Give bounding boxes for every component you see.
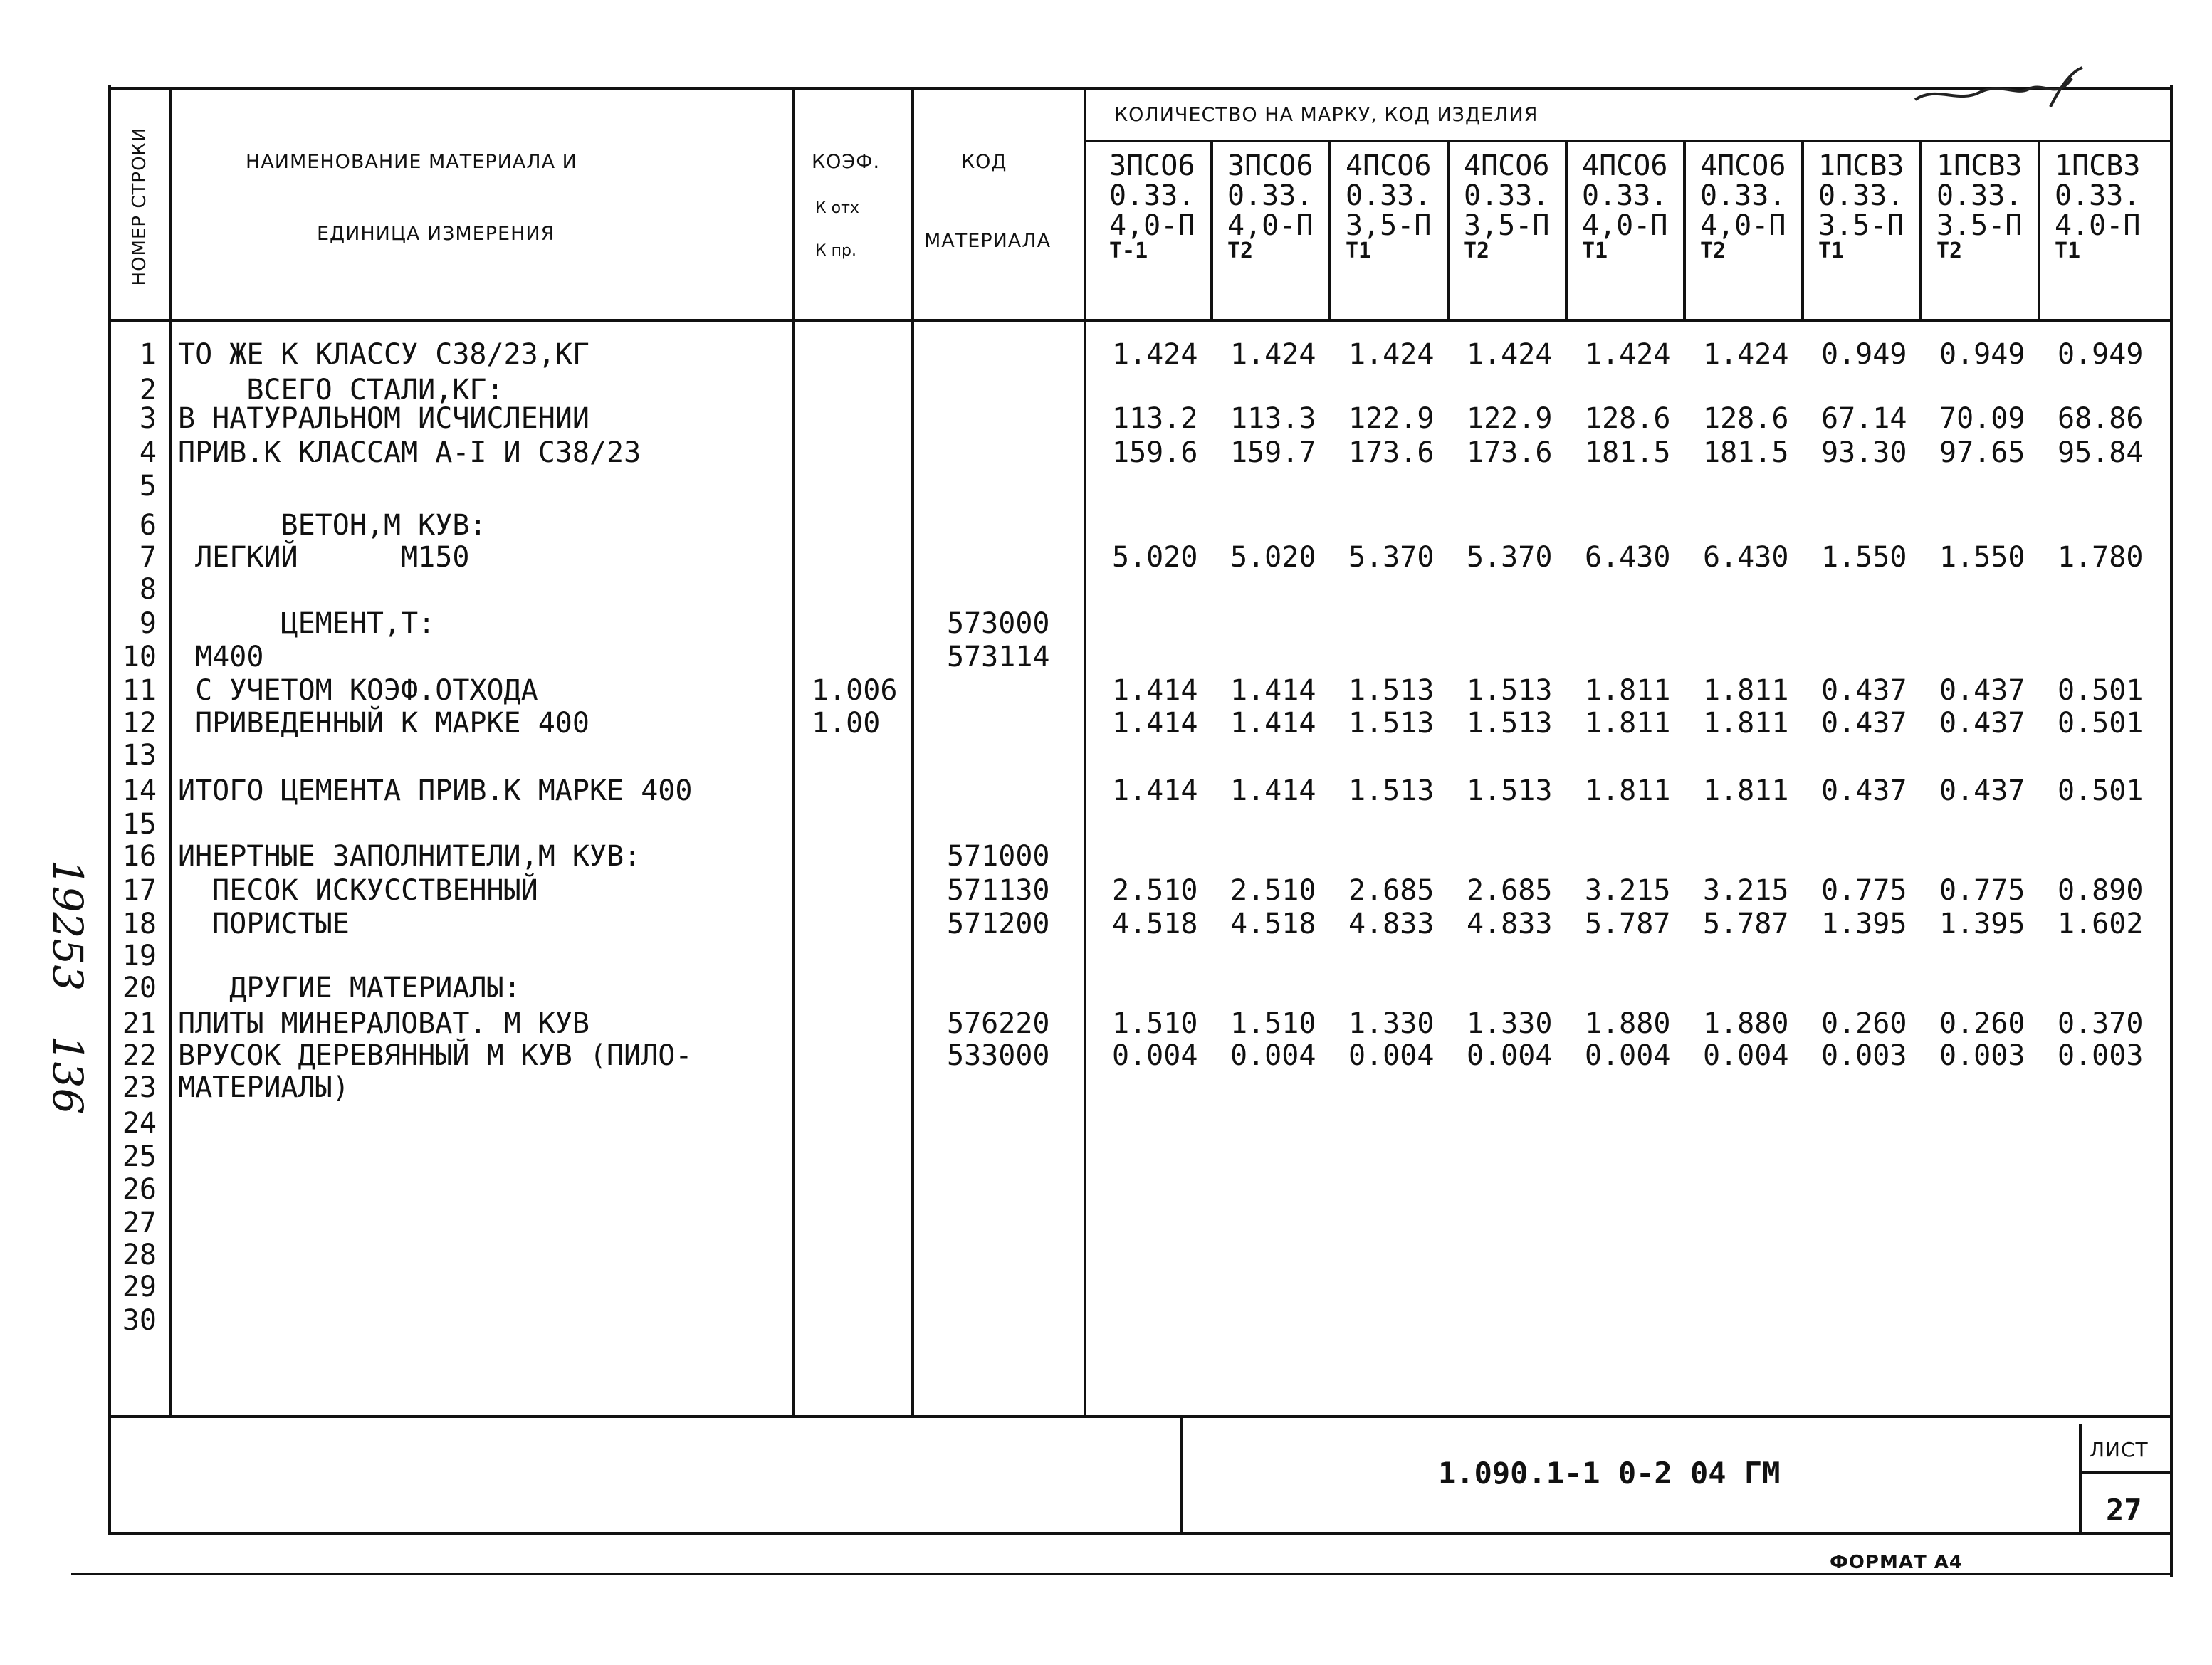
- product-code-line: 0.33.: [1464, 179, 1550, 212]
- table-row: [0, 1239, 2212, 1271]
- table-row: [0, 402, 2212, 435]
- body-bottom-line: [108, 1415, 2173, 1418]
- quantity-value: 181.5: [1585, 436, 1671, 469]
- table-row: [0, 1107, 2212, 1140]
- sheet-number: 27: [2106, 1493, 2142, 1528]
- product-column-divider: [1210, 141, 1213, 319]
- table-row: [0, 607, 2212, 640]
- quantity-value: 1.414: [1112, 674, 1198, 707]
- quantity-value: 1.424: [1703, 338, 1789, 371]
- product-code-line: 0.33.: [1109, 179, 1195, 212]
- quantity-value: 173.6: [1348, 436, 1435, 469]
- material-name: ЛЕГКИЙ М150: [178, 541, 470, 574]
- row-number: 19: [122, 940, 157, 972]
- row-number: 28: [122, 1239, 157, 1271]
- name-header-line1: НАИМЕНОВАНИЕ МАТЕРИАЛА И: [246, 151, 577, 173]
- quantity-value: 1.395: [1821, 908, 1907, 940]
- product-code-line: 0.33.: [1700, 179, 1786, 212]
- quantity-value: 1.602: [2058, 908, 2144, 940]
- table-row: [0, 874, 2212, 907]
- table-row: [0, 573, 2212, 606]
- coef-header-line2: К отх: [815, 199, 859, 217]
- product-code-line: 0.33.: [1346, 179, 1432, 212]
- row-number: 12: [122, 707, 157, 740]
- product-column-header: [1109, 151, 1195, 262]
- document-code: 1.090.1-1 0-2 04 ГМ: [1438, 1456, 1781, 1491]
- quantity-value: 1.811: [1585, 674, 1671, 707]
- material-code: 571130: [947, 874, 1050, 907]
- quantity-value: 4.518: [1230, 908, 1316, 940]
- quantity-value: 6.430: [1703, 541, 1789, 574]
- quantity-value: 1.513: [1348, 674, 1435, 707]
- product-code-line: 4ПСО6: [1582, 149, 1668, 182]
- table-row: [0, 541, 2212, 574]
- material-name: ПРИВ.К КЛАССАМ А-I И С38/23: [178, 436, 641, 469]
- product-code-line: 4ПСО6: [1346, 149, 1432, 182]
- format-label: ФОРМАТ А4: [1830, 1552, 1963, 1573]
- material-code: 571200: [947, 908, 1050, 940]
- row-number: 5: [139, 470, 157, 503]
- product-code-line: 4,0-П: [1700, 209, 1786, 242]
- row-number: 9: [139, 607, 157, 640]
- quantity-value: 2.510: [1112, 874, 1198, 907]
- table-row: [0, 1304, 2212, 1337]
- quantity-value: 1.510: [1112, 1007, 1198, 1040]
- row-number: 17: [122, 874, 157, 907]
- product-code-line: Т-1: [1109, 238, 1148, 263]
- material-code: 573114: [947, 641, 1050, 673]
- product-code-line: Т1: [1582, 238, 1608, 263]
- table-row: [0, 674, 2212, 707]
- quantity-value: 0.004: [1467, 1039, 1553, 1072]
- quantity-value: 0.775: [1939, 874, 2025, 907]
- table-row: [0, 509, 2212, 542]
- row-number: 13: [122, 739, 157, 772]
- row-number: 10: [122, 641, 157, 673]
- quantity-value: 1.513: [1467, 707, 1553, 740]
- quantity-value: 1.811: [1703, 774, 1789, 807]
- table-row: [0, 1271, 2212, 1303]
- material-name: М400: [178, 641, 264, 673]
- product-code-line: 0.33.: [1936, 179, 2023, 212]
- product-code-line: 4ПСО6: [1700, 149, 1786, 182]
- product-code-line: Т1: [1818, 238, 1845, 263]
- quantity-value: 1.330: [1467, 1007, 1553, 1040]
- product-column-divider: [2038, 141, 2040, 319]
- margin-note-page: 136: [43, 1035, 92, 1115]
- quantity-value: 0.004: [1348, 1039, 1435, 1072]
- product-code-line: Т1: [2055, 238, 2081, 263]
- quantity-value: 1.395: [1939, 908, 2025, 940]
- quantity-value: 0.004: [1585, 1039, 1671, 1072]
- quantity-value: 1.414: [1230, 674, 1316, 707]
- material-name: ВРУСОК ДЕРЕВЯННЫЙ М КУВ (ПИЛО-: [178, 1039, 693, 1072]
- table-row: [0, 1071, 2212, 1104]
- table-row: [0, 908, 2212, 940]
- quantity-value: 3.215: [1585, 874, 1671, 907]
- product-code-line: 3,5-П: [1346, 209, 1432, 242]
- coef-header-line1: КОЭФ.: [812, 151, 881, 173]
- table-row: [0, 707, 2212, 740]
- quantity-value: 0.949: [1939, 338, 2025, 371]
- material-name: В НАТУРАЛЬНОМ ИСЧИСЛЕНИИ: [178, 402, 589, 435]
- quantity-value: 1.550: [1821, 541, 1907, 574]
- quantity-value: 0.004: [1703, 1039, 1789, 1072]
- quantity-value: 1.513: [1348, 774, 1435, 807]
- quantity-value: 1.414: [1230, 774, 1316, 807]
- quantity-value: 0.501: [2058, 707, 2144, 740]
- material-name: ВСЕГО СТАЛИ,КГ:: [178, 374, 504, 406]
- quantity-value: 1.414: [1112, 707, 1198, 740]
- product-column-header: [1582, 151, 1667, 262]
- quantity-value: 1.424: [1467, 338, 1553, 371]
- product-code-line: Т2: [1464, 238, 1490, 263]
- table-row: [0, 1207, 2212, 1239]
- row-number: 11: [122, 674, 157, 707]
- quantity-value: 3.215: [1703, 874, 1789, 907]
- quantity-value: 5.020: [1112, 541, 1198, 574]
- quantity-value: 1.513: [1348, 707, 1435, 740]
- product-code-line: 4.0-П: [2055, 209, 2141, 242]
- row-number: 14: [122, 774, 157, 807]
- quantity-value: 5.020: [1230, 541, 1316, 574]
- product-code-line: 3ПСО6: [1227, 149, 1314, 182]
- row-number-header: НОМЕР СТРОКИ: [129, 127, 150, 286]
- row-number: 16: [122, 840, 157, 873]
- frame-bottom: [108, 1532, 2173, 1535]
- material-code: 576220: [947, 1007, 1050, 1040]
- quantity-value: 0.003: [2058, 1039, 2144, 1072]
- title-block-sheet-divider: [2079, 1471, 2171, 1474]
- table-row: [0, 470, 2212, 503]
- code-header-line1: КОД: [961, 151, 1007, 173]
- name-header-line2: ЕДИНИЦА ИЗМЕРЕНИЯ: [317, 223, 555, 245]
- product-column-divider: [1919, 141, 1922, 319]
- quantity-value: 0.890: [2058, 874, 2144, 907]
- material-name: ИТОГО ЦЕМЕНТА ПРИВ.К МАРКЕ 400: [178, 774, 693, 807]
- material-name: ТО ЖЕ К КЛАССУ С38/23,КГ: [178, 338, 589, 371]
- product-column-header: [2055, 151, 2140, 262]
- material-name: ПЛИТЫ МИНЕРАЛОВАТ. М КУВ: [178, 1007, 589, 1040]
- row-number: 7: [139, 541, 157, 574]
- frame-top: [108, 87, 2173, 90]
- quantity-value: 0.004: [1230, 1039, 1316, 1072]
- quantity-value: 122.9: [1348, 402, 1435, 435]
- bottom-rule: [71, 1573, 2171, 1575]
- row-number: 20: [122, 972, 157, 1004]
- quantity-value: 1.424: [1348, 338, 1435, 371]
- quantity-value: 113.2: [1112, 402, 1198, 435]
- product-column-header: [1700, 151, 1786, 262]
- quantity-value: 1.811: [1585, 707, 1671, 740]
- quantity-value: 95.84: [2058, 436, 2144, 469]
- product-column-header: [1227, 151, 1313, 262]
- quantity-value: 1.550: [1939, 541, 2025, 574]
- row-number: 27: [122, 1207, 157, 1239]
- quantity-value: 1.513: [1467, 774, 1553, 807]
- material-code: 573000: [947, 607, 1050, 640]
- product-code-line: 1ПСВ3: [2055, 149, 2141, 182]
- table-row: [0, 940, 2212, 972]
- quantity-value: 0.501: [2058, 674, 2144, 707]
- table-row: [0, 436, 2212, 469]
- coefficient: 1.006: [812, 674, 898, 707]
- row-number: 23: [122, 1071, 157, 1104]
- quantity-value: 1.811: [1703, 707, 1789, 740]
- quantity-value: 122.9: [1467, 402, 1553, 435]
- quantity-value: 0.437: [1939, 707, 2025, 740]
- product-column-divider: [1683, 141, 1686, 319]
- row-number: 2: [139, 374, 157, 406]
- quantity-value: 67.14: [1821, 402, 1907, 435]
- table-row: [0, 1173, 2212, 1206]
- quantity-value: 0.437: [1939, 674, 2025, 707]
- table-row: [0, 641, 2212, 673]
- quantity-value: 5.370: [1467, 541, 1553, 574]
- material-code: 571000: [947, 840, 1050, 873]
- quantity-value: 2.685: [1467, 874, 1553, 907]
- quantity-value: 159.7: [1230, 436, 1316, 469]
- quantity-value: 128.6: [1585, 402, 1671, 435]
- row-number: 4: [139, 436, 157, 469]
- product-column-header: [1464, 151, 1549, 262]
- quantity-value: 1.811: [1703, 674, 1789, 707]
- sheet-label: ЛИСТ: [2090, 1438, 2149, 1461]
- table-row: [0, 972, 2212, 1004]
- header-bottom-line: [108, 319, 2173, 322]
- table-row: [0, 739, 2212, 772]
- quantity-value: 0.501: [2058, 774, 2144, 807]
- product-code-line: Т2: [1700, 238, 1726, 263]
- signature-scribble: [1908, 64, 2093, 121]
- row-number: 3: [139, 402, 157, 435]
- quantity-value: 1.880: [1585, 1007, 1671, 1040]
- material-name: ПОРИСТЫЕ: [178, 908, 350, 940]
- product-code-line: 1ПСВ3: [1936, 149, 2023, 182]
- table-row: [0, 1039, 2212, 1072]
- product-column-header: [1346, 151, 1431, 262]
- row-number: 24: [122, 1107, 157, 1140]
- product-code-line: 0.33.: [1582, 179, 1668, 212]
- material-code: 533000: [947, 1039, 1050, 1072]
- material-name: ВЕТОН,М КУВ:: [178, 509, 487, 542]
- quantity-value: 4.833: [1348, 908, 1435, 940]
- table-row: [0, 1140, 2212, 1173]
- quantity-value: 0.437: [1939, 774, 2025, 807]
- material-name: ПРИВЕДЕННЫЙ К МАРКЕ 400: [178, 707, 589, 740]
- quantity-value: 0.260: [1939, 1007, 2025, 1040]
- title-block-sheet-line: [2079, 1424, 2082, 1533]
- quantity-value: 1.880: [1703, 1007, 1789, 1040]
- product-code-line: 3ПСО6: [1109, 149, 1195, 182]
- quantity-value: 159.6: [1112, 436, 1198, 469]
- table-row: [0, 840, 2212, 873]
- quantity-value: 1.414: [1230, 707, 1316, 740]
- quantity-value: 1.513: [1467, 674, 1553, 707]
- product-column-divider: [1801, 141, 1804, 319]
- product-code-line: Т1: [1346, 238, 1372, 263]
- product-code-line: 3.5-П: [1936, 209, 2023, 242]
- quantity-value: 1.780: [2058, 541, 2144, 574]
- product-code-line: 4,0-П: [1227, 209, 1314, 242]
- product-column-divider: [1447, 141, 1450, 319]
- quantity-value: 0.437: [1821, 674, 1907, 707]
- material-name: ЦЕМЕНТ,Т:: [178, 607, 436, 640]
- quantity-value: 68.86: [2058, 402, 2144, 435]
- quantity-value: 1.811: [1585, 774, 1671, 807]
- product-code-line: 3.5-П: [1818, 209, 1904, 242]
- product-code-line: 4ПСО6: [1464, 149, 1550, 182]
- quantity-value: 128.6: [1703, 402, 1789, 435]
- row-number: 25: [122, 1140, 157, 1173]
- product-code-line: 3,5-П: [1464, 209, 1550, 242]
- quantity-header-divider: [1084, 140, 2173, 142]
- quantity-header: КОЛИЧЕСТВО НА МАРКУ, КОД ИЗДЕЛИЯ: [1114, 104, 1539, 126]
- quantity-value: 0.949: [2058, 338, 2144, 371]
- margin-note-number: 19253: [43, 859, 92, 992]
- row-number: 22: [122, 1039, 157, 1072]
- product-code-line: 4,0-П: [1582, 209, 1668, 242]
- quantity-value: 173.6: [1467, 436, 1553, 469]
- material-name: ПЕСОК ИСКУССТВЕННЫЙ: [178, 874, 538, 907]
- code-header-line2: МАТЕРИАЛА: [924, 230, 1052, 252]
- table-row: [0, 1007, 2212, 1040]
- quantity-value: 5.787: [1703, 908, 1789, 940]
- table-row: [0, 774, 2212, 807]
- coefficient: 1.00: [812, 707, 881, 740]
- material-name: ИНЕРТНЫЕ ЗАПОЛНИТЕЛИ,М КУВ:: [178, 840, 641, 873]
- quantity-value: 1.510: [1230, 1007, 1316, 1040]
- quantity-value: 6.430: [1585, 541, 1671, 574]
- product-column-header: [1818, 151, 1904, 262]
- product-code-line: 0.33.: [2055, 179, 2141, 212]
- product-code-line: 1ПСВ3: [1818, 149, 1904, 182]
- product-column-header: [1936, 151, 2022, 262]
- product-column-divider: [1328, 141, 1331, 319]
- quantity-value: 181.5: [1703, 436, 1789, 469]
- quantity-value: 0.437: [1821, 707, 1907, 740]
- quantity-value: 2.685: [1348, 874, 1435, 907]
- quantity-value: 0.003: [1821, 1039, 1907, 1072]
- material-name: МАТЕРИАЛЫ): [178, 1071, 350, 1104]
- quantity-value: 70.09: [1939, 402, 2025, 435]
- product-code-line: Т2: [1936, 238, 1963, 263]
- quantity-value: 0.004: [1112, 1039, 1198, 1072]
- row-number: 30: [122, 1304, 157, 1337]
- material-name: ДРУГИЕ МАТЕРИАЛЫ:: [178, 972, 521, 1004]
- product-code-line: 0.33.: [1227, 179, 1314, 212]
- quantity-value: 93.30: [1821, 436, 1907, 469]
- quantity-value: 0.370: [2058, 1007, 2144, 1040]
- quantity-value: 97.65: [1939, 436, 2025, 469]
- quantity-value: 0.437: [1821, 774, 1907, 807]
- product-code-line: Т2: [1227, 238, 1254, 263]
- table-row: [0, 338, 2212, 371]
- quantity-value: 0.775: [1821, 874, 1907, 907]
- quantity-value: 2.510: [1230, 874, 1316, 907]
- row-number: 18: [122, 908, 157, 940]
- quantity-value: 5.787: [1585, 908, 1671, 940]
- quantity-value: 1.424: [1230, 338, 1316, 371]
- row-number: 29: [122, 1271, 157, 1303]
- product-code-line: 0.33.: [1818, 179, 1904, 212]
- product-column-divider: [1565, 141, 1568, 319]
- material-name: С УЧЕТОМ КОЭФ.ОТХОДА: [178, 674, 538, 707]
- product-code-line: 4,0-П: [1109, 209, 1195, 242]
- quantity-value: 1.424: [1112, 338, 1198, 371]
- coef-header-line3: К пр.: [815, 242, 856, 260]
- quantity-value: 113.3: [1230, 402, 1316, 435]
- table-row: [0, 808, 2212, 841]
- quantity-value: 1.330: [1348, 1007, 1435, 1040]
- quantity-value: 1.424: [1585, 338, 1671, 371]
- quantity-value: 0.003: [1939, 1039, 2025, 1072]
- row-number: 26: [122, 1173, 157, 1206]
- quantity-value: 4.833: [1467, 908, 1553, 940]
- row-number: 21: [122, 1007, 157, 1040]
- row-number: 15: [122, 808, 157, 841]
- row-number: 8: [139, 573, 157, 606]
- row-number: 1: [139, 338, 157, 371]
- title-block-left-line: [1180, 1417, 1183, 1533]
- row-number: 6: [139, 509, 157, 542]
- quantity-value: 4.518: [1112, 908, 1198, 940]
- quantity-value: 0.260: [1821, 1007, 1907, 1040]
- quantity-value: 1.414: [1112, 774, 1198, 807]
- quantity-value: 0.949: [1821, 338, 1907, 371]
- quantity-value: 5.370: [1348, 541, 1435, 574]
